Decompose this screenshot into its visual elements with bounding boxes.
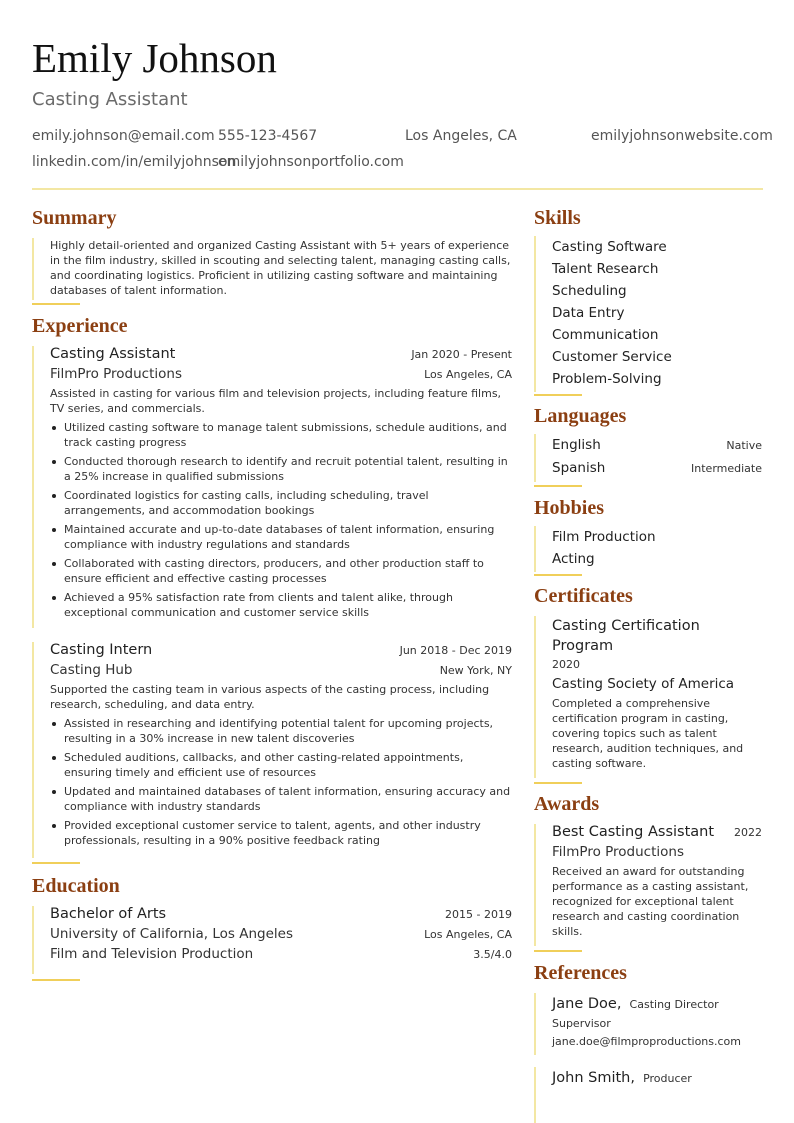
- summary-heading: Summary: [32, 207, 117, 229]
- linkedin-link[interactable]: linkedin.com/in/emilyjohnson: [32, 154, 237, 170]
- hobby-item: Acting: [552, 551, 595, 567]
- summary-section: [32, 238, 512, 300]
- languages-heading: Languages: [534, 405, 627, 427]
- gpa: 3.5/4.0: [473, 948, 512, 961]
- skill-item: Casting Software: [552, 239, 667, 255]
- email-link[interactable]: emily.johnson@email.com: [32, 128, 215, 144]
- job-title: Casting Assistant: [32, 89, 188, 110]
- job-description: Assisted in casting for various film and television projects, including feature films, TV series, and commercials.: [50, 387, 502, 415]
- summary-text: Highly detail-oriented and organized Casting Assistant with 5+ years of experience in the film industry, skilled in scouting and selecting talent, managing casting calls, and coordinating logistics. Proficient in utilizing casting software and maintaining databases of talent information.: [50, 239, 511, 297]
- reference-role: Casting Director: [629, 998, 719, 1011]
- award-description: Received an award for outstanding performance as a casting assistant, recognized for exceptional talent research and casting coordination skills.: [552, 865, 749, 938]
- certificate-name: Casting Certification Program: [552, 618, 700, 654]
- certificates-heading: Certificates: [534, 585, 633, 607]
- award-organization: FilmPro Productions: [552, 844, 685, 860]
- certificate-issuer: Casting Society of America: [552, 676, 735, 692]
- bullet-item: Provided exceptional customer service to talent, agents, and other industry professionals, resulting in a 90% positive feedback rating: [50, 818, 512, 848]
- job-entry: [32, 642, 512, 858]
- certificate-year: 2020: [552, 658, 580, 671]
- reference-role: Producer: [643, 1072, 692, 1085]
- phone-number: 555-123-4567: [218, 128, 318, 144]
- education-dates: 2015 - 2019: [445, 908, 512, 921]
- skill-item: Customer Service: [552, 349, 672, 365]
- job-location: Los Angeles, CA: [424, 368, 512, 381]
- skill-item: Scheduling: [552, 283, 627, 299]
- award-entry: [534, 824, 762, 946]
- language-row: [552, 457, 762, 480]
- job-bullets: [50, 420, 512, 620]
- job-company: FilmPro Productions: [50, 366, 183, 382]
- experience-heading: Experience: [32, 315, 128, 337]
- awards-heading: Awards: [534, 793, 600, 815]
- candidate-name: Emily Johnson: [32, 35, 277, 81]
- summary-underline: [32, 303, 80, 305]
- skill-item: Data Entry: [552, 305, 625, 321]
- job-dates: Jan 2020 - Present: [411, 348, 512, 361]
- website-link[interactable]: emilyjohnsonwebsite.com: [591, 128, 773, 144]
- award-year: 2022: [734, 826, 762, 839]
- reference-entry: [534, 993, 762, 1055]
- school-location: Los Angeles, CA: [424, 928, 512, 941]
- field-of-study: Film and Television Production: [50, 946, 254, 962]
- reference-name: Jane Doe,: [552, 996, 622, 1012]
- education-underline: [32, 979, 80, 981]
- reference-email[interactable]: jane.doe@filmproproductions.com: [552, 1035, 741, 1048]
- language-level: Native: [726, 439, 762, 452]
- job-role: Casting Intern: [50, 642, 153, 658]
- bullet-item: Updated and maintained databases of talent information, ensuring accuracy and compliance with industry standards: [50, 784, 512, 814]
- certificate-description: Completed a comprehensive certification program in casting, covering topics such as talent research, audition techniques, and casting software.: [552, 697, 744, 770]
- languages-underline: [534, 485, 582, 487]
- references-heading: References: [534, 962, 627, 984]
- job-bullets: [50, 716, 512, 848]
- school-name: University of California, Los Angeles: [50, 926, 294, 942]
- hobbies-section: [534, 526, 762, 572]
- header-divider: [32, 188, 763, 190]
- certificates-underline: [534, 782, 582, 784]
- skills-heading: Skills: [534, 207, 581, 229]
- skills-underline: [534, 394, 582, 396]
- job-company: Casting Hub: [50, 662, 133, 678]
- languages-section: [534, 434, 762, 482]
- job-location: New York, NY: [439, 664, 512, 677]
- job-dates: Jun 2018 - Dec 2019: [399, 644, 512, 657]
- awards-underline: [534, 950, 582, 952]
- bullet-item: Utilized casting software to manage talent submissions, schedule auditions, and track casting progress: [50, 420, 512, 450]
- language-name: Spanish: [552, 460, 606, 476]
- award-name: Best Casting Assistant: [552, 824, 715, 840]
- bullet-item: Maintained accurate and up-to-date databases of talent information, ensuring compliance with industry regulations and standards: [50, 522, 512, 552]
- certificate-entry: [534, 616, 762, 778]
- job-role: Casting Assistant: [50, 346, 176, 362]
- education-entry: [32, 906, 512, 974]
- job-description: Supported the casting team in various aspects of the casting process, including research, scheduling, and data entry.: [50, 683, 490, 711]
- language-name: English: [552, 437, 601, 453]
- bullet-item: Assisted in researching and identifying potential talent for upcoming projects, resulting in a 30% increase in new talent discoveries: [50, 716, 512, 746]
- language-row: [552, 434, 762, 457]
- skill-item: Problem-Solving: [552, 371, 662, 387]
- experience-underline: [32, 862, 80, 864]
- bullet-item: Conducted thorough research to identify and recruit potential talent, resulting in a 25% increase in qualified submissions: [50, 454, 512, 484]
- skill-item: Talent Research: [552, 261, 659, 277]
- bullet-item: Coordinated logistics for casting calls, including scheduling, travel arrangements, and accommodation bookings: [50, 488, 512, 518]
- job-entry: [32, 346, 512, 628]
- bullet-item: Scheduled auditions, callbacks, and other casting-related appointments, ensuring timely and efficient use of resources: [50, 750, 512, 780]
- skills-section: [534, 236, 762, 392]
- hobby-item: Film Production: [552, 529, 656, 545]
- hobbies-heading: Hobbies: [534, 497, 605, 519]
- degree: Bachelor of Arts: [50, 906, 167, 922]
- bullet-item: Achieved a 95% satisfaction rate from clients and talent alike, through exceptional communication and customer service skills: [50, 590, 512, 620]
- location: Los Angeles, CA: [405, 128, 517, 144]
- bullet-item: Collaborated with casting directors, producers, and other production staff to ensure efficient and effective casting processes: [50, 556, 512, 586]
- reference-entry: [534, 1067, 762, 1123]
- reference-name: John Smith,: [552, 1070, 635, 1086]
- hobbies-underline: [534, 574, 582, 576]
- skill-item: Communication: [552, 327, 659, 343]
- reference-company: Supervisor: [552, 1017, 611, 1030]
- education-heading: Education: [32, 875, 120, 897]
- language-level: Intermediate: [691, 462, 762, 475]
- portfolio-link[interactable]: emilyjohnsonportfolio.com: [218, 154, 404, 170]
